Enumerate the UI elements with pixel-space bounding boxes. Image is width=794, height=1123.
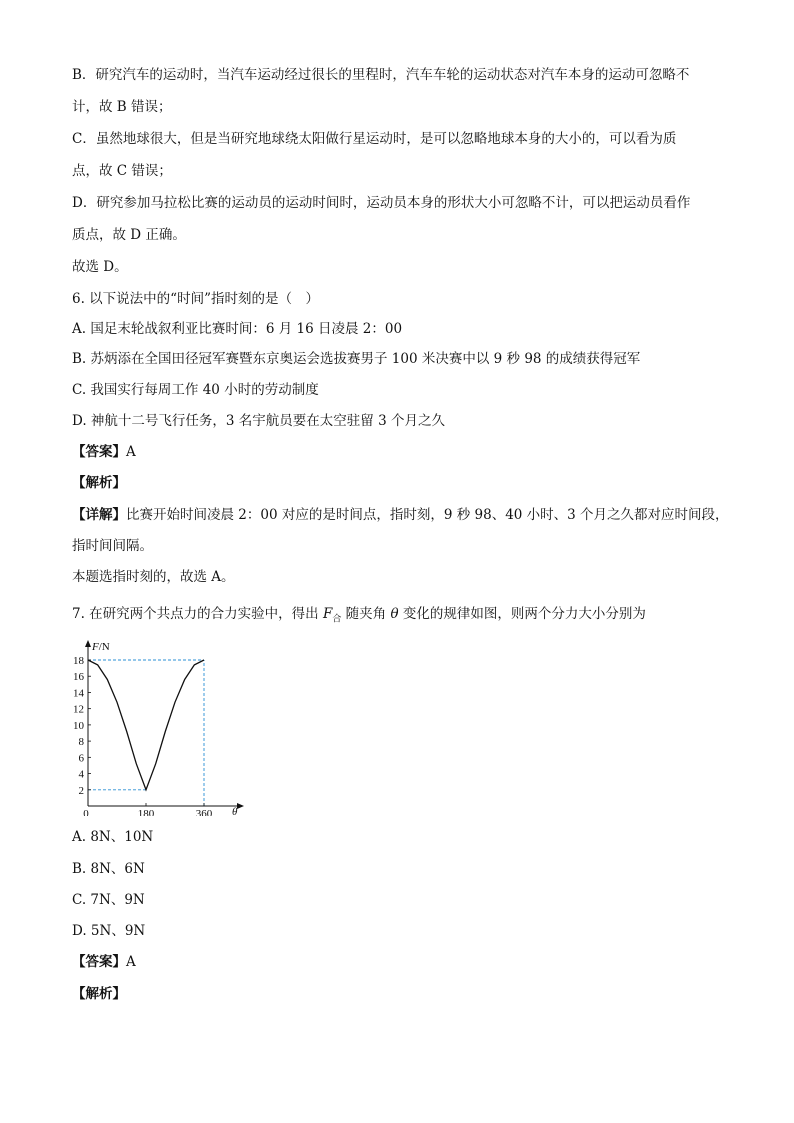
question-6-option-d: D. 神航十二号飞行任务，3 名宇航员要在太空驻留 3 个月之久 — [72, 413, 445, 429]
question-6-option-c: C. 我国实行每周工作 40 小时的劳动制度 — [72, 382, 319, 398]
q5-conclusion: 故选 D。 — [72, 259, 128, 275]
analysis-tag: 【解析】 — [72, 986, 126, 1002]
detail-tag: 【详解】 — [72, 507, 126, 523]
y-tick-label: 2 — [78, 784, 84, 797]
force-symbol: $F_合$ — [322, 606, 342, 625]
question-7-answer — [72, 953, 136, 971]
question-6-stem: 6. 以下说法中的“时间”指时刻的是（ ） — [72, 291, 319, 307]
question-7-stem-part3: 变化的规律如图，则两个分力大小分别为 — [398, 606, 646, 622]
y-tick-label: 10 — [73, 719, 84, 732]
y-tick-label: 14 — [73, 687, 84, 700]
x-axis-arrow — [237, 803, 244, 809]
question-7-option-a: A. 8N、10N — [72, 829, 154, 845]
answer-tag: 【答案】 — [72, 954, 126, 970]
x-tick-label: 0 — [83, 808, 89, 816]
y-axis-arrow — [85, 640, 91, 647]
resultant-force-curve — [88, 660, 204, 790]
analysis-tag: 【解析】 — [72, 475, 126, 491]
question-6-detail-line-1 — [72, 506, 729, 524]
question-6-detail-line-2: 指时间间隔。 — [72, 538, 153, 554]
answer-value: A — [126, 954, 136, 970]
question-6-answer — [72, 443, 136, 461]
theta-symbol: θ — [390, 606, 399, 622]
x-axis-label: θ — [232, 806, 238, 816]
question-7-stem — [72, 605, 646, 629]
question-6-conclusion: 本题选指时刻的，故选 A。 — [72, 569, 235, 585]
option-c-explanation-line-2: 点，故 C 错误； — [72, 163, 172, 179]
y-tick-label: 16 — [73, 671, 84, 684]
question-6-option-b: B. 苏炳添在全国田径冠军赛暨东京奥运会选拔赛男子 100 米决赛中以 9 秒 98 的成绩获得冠军 — [72, 351, 641, 367]
detail-text: 比赛开始时间凌晨 2：00 对应的是时间点，指时刻，9 秒 98、40 小时、3 个月之久都对应时间段， — [126, 507, 729, 523]
question-7-stem-part1: 7. 在研究两个共点力的合力实验中，得出 — [72, 606, 323, 622]
option-d-explanation-line-2: 质点，故 D 正确。 — [72, 227, 186, 243]
answer-tag: 【答案】 — [72, 444, 126, 460]
question-7-stem-part2: 随夹角 — [341, 606, 391, 622]
x-tick-label: 180 — [137, 808, 155, 816]
question-7-analysis-heading — [72, 985, 126, 1003]
y-tick-label: 18 — [73, 655, 84, 667]
y-tick-label: 12 — [73, 703, 84, 716]
option-b-explanation-line-2: 计，故 B 错误； — [72, 99, 172, 115]
x-tick-label: 360 — [195, 808, 213, 816]
answer-value: A — [126, 444, 136, 460]
question-6-option-a: A. 国足末轮战叙利亚比赛时间：6 月 16 日凌晨 2：00 — [72, 321, 403, 337]
y-tick-label: 6 — [78, 752, 84, 765]
question-7-option-d: D. 5N、9N — [72, 923, 146, 939]
option-c-explanation-line-1: C．虽然地球很大，但是当研究地球绕太阳做行星运动时，是可以忽略地球本身的大小的，可以看为质 — [72, 131, 677, 147]
question-7-option-b: B. 8N、6N — [72, 861, 145, 877]
question-7-option-c: C. 7N、9N — [72, 892, 145, 908]
y-tick-label: 4 — [78, 768, 84, 781]
option-b-explanation-line-1: B．研究汽车的运动时，当汽车运动经过很长的里程时，汽车车轮的运动状态对汽车本身的运动可忽略不 — [72, 67, 690, 83]
y-axis-label: F/N — [92, 641, 110, 653]
question-6-analysis-heading — [72, 474, 126, 492]
force-angle-graph — [60, 636, 250, 816]
y-tick-label: 8 — [78, 736, 84, 749]
option-d-explanation-line-1: D．研究参加马拉松比赛的运动员的运动时间时，运动员本身的形状大小可忽略不计，可以把运动员看作 — [72, 195, 691, 211]
